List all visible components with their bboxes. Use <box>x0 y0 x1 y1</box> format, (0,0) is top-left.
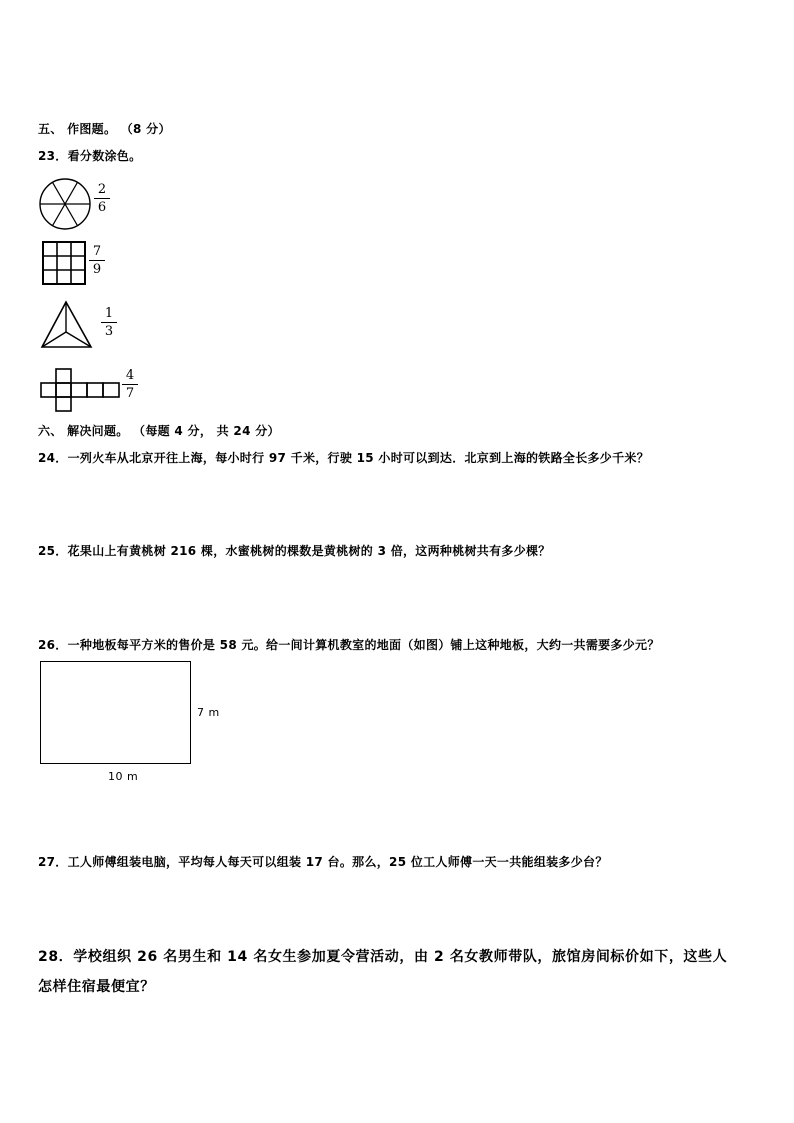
fraction-bar <box>89 260 105 261</box>
grid-outline <box>43 242 85 284</box>
classroom-floor-rectangle <box>40 661 191 764</box>
net-square <box>71 383 87 397</box>
fraction-denominator: 3 <box>104 324 114 339</box>
fraction-2-6 <box>94 183 110 215</box>
question-28-line-1: 28．学校组织 26 名男生和 14 名女生参加夏令营活动，由 2 名女教师带队，旅馆房间标价如下，这些人 <box>38 949 728 965</box>
cube-net-figure <box>40 366 124 414</box>
net-square <box>56 383 71 397</box>
question-24-text: 24．一列火车从北京开往上海，每小时行 97 千米，行驶 15 小时可以到达．北京到上海的铁路全长多少千米？ <box>38 451 650 465</box>
fraction-numerator: 4 <box>125 368 135 383</box>
fraction-bar <box>122 384 138 385</box>
net-square <box>103 383 119 397</box>
floor-height-label: 7 m <box>197 706 220 719</box>
fraction-bar <box>101 322 117 323</box>
fraction-numerator: 1 <box>104 306 114 321</box>
fraction-4-7 <box>122 369 138 401</box>
question-28-line-2: 怎样住宿最便宜？ <box>38 979 155 995</box>
section-title-problems: 六、 解决问题。 （每题 4 分， 共 24 分） <box>38 424 280 438</box>
fraction-bar <box>94 198 110 199</box>
question-23-text: 23．看分数涂色。 <box>38 149 142 163</box>
question-27-text: 27．工人师傅组装电脑，平均每人每天可以组装 17 台。那么，25 位工人师傅一天一共能组装多少台？ <box>38 855 608 869</box>
fraction-7-9 <box>89 245 105 277</box>
section-title-drawing: 五、 作图题。 （8 分） <box>38 122 171 136</box>
fraction-denominator: 7 <box>125 386 135 401</box>
fraction-numerator: 2 <box>97 182 107 197</box>
question-25-text: 25．花果山上有黄桃树 216 棵，水蜜桃树的棵数是黄桃树的 3 倍，这两种桃树共有多少棵？ <box>38 544 551 558</box>
fraction-denominator: 9 <box>92 262 102 277</box>
floor-width-label: 10 m <box>108 770 139 783</box>
question-26-text: 26．一种地板每平方米的售价是 58 元。给一间计算机教室的地面（如图）铺上这种地板，大约一共需要多少元？ <box>38 638 660 652</box>
net-square <box>56 369 71 383</box>
fraction-numerator: 7 <box>92 244 102 259</box>
fraction-1-3 <box>101 307 117 339</box>
grid-three-by-three-figure <box>42 241 87 286</box>
net-square <box>41 383 56 397</box>
net-square <box>87 383 103 397</box>
fraction-denominator: 6 <box>97 200 107 215</box>
triangle-three-parts-figure <box>40 300 96 350</box>
circle-six-sectors-figure <box>38 176 94 232</box>
cube-net-squares <box>41 369 119 411</box>
net-square <box>56 397 71 411</box>
